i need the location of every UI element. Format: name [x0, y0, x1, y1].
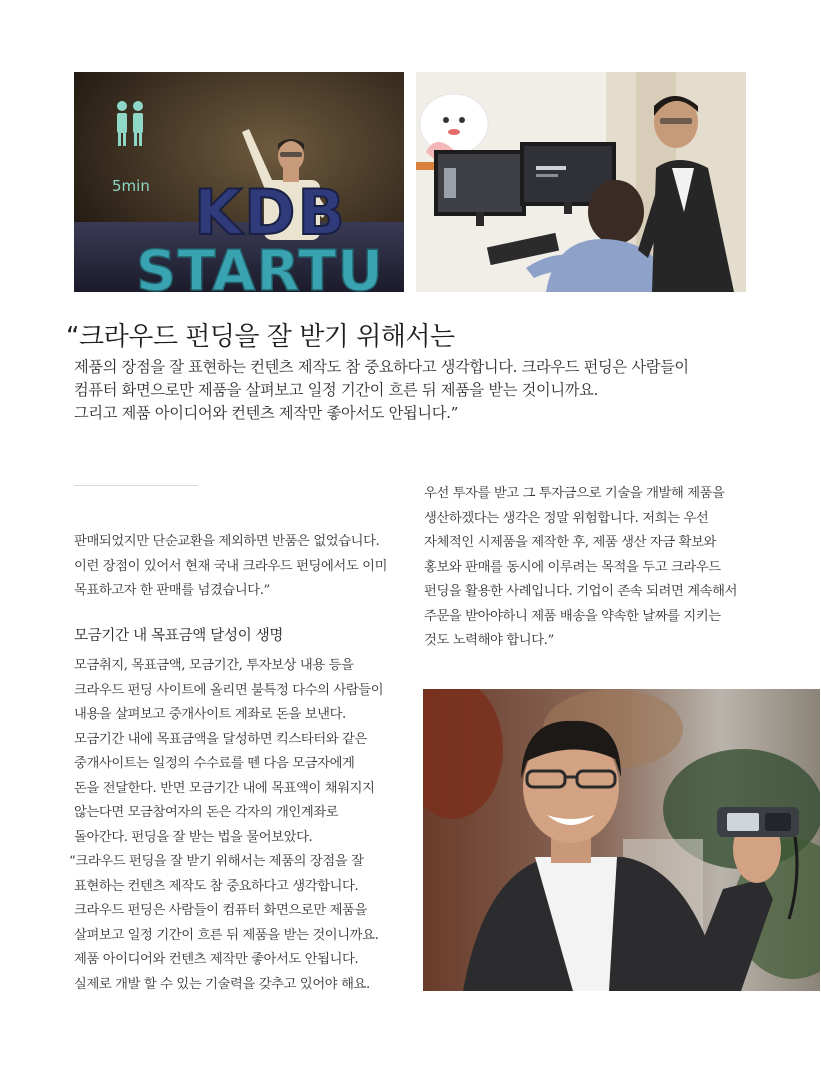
- paragraph-line: 펀딩을 활용한 사례입니다. 기업이 존속 되려면 계속해서: [424, 584, 738, 599]
- pull-quote-line: 제품의 장점을 잘 표현하는 컨텐츠 제작도 참 중요하다고 생각합니다. 크라우드 펀딩은 사람들이: [74, 358, 689, 376]
- section-subheading: 모금기간 내 목표금액 달성이 생명: [74, 628, 284, 644]
- portrait-photo: [423, 689, 820, 991]
- paragraph-line: 모금취지, 목표금액, 모금기간, 투자보상 내용 등을: [74, 658, 354, 673]
- quote-line: 크라우드 펀딩은 사람들이 컴퓨터 화면으로만 제품을: [74, 903, 367, 918]
- paragraph-line: 홍보와 판매를 동시에 이루려는 목적을 두고 크라우드: [424, 559, 721, 575]
- paragraph-line: 않는다면 모금참여자의 돈은 각자의 개인계좌로: [74, 805, 339, 820]
- paragraph-line: 내용을 살펴보고 중개사이트 계좌로 돈을 보낸다.: [74, 707, 346, 722]
- paragraph-line: 중개사이트는 일정의 수수료를 뗀 다음 모금자에게: [74, 756, 355, 771]
- paragraph-line: 생산하겠다는 생각은 정말 위험합니다. 저희는 우선: [424, 510, 709, 526]
- paragraph-line: 자체적인 시제품을 제작한 후, 제품 생산 자금 확보와: [424, 535, 716, 550]
- quote-line: “크라우드 펀딩을 잘 받기 위해서는 제품의 장점을 잘: [69, 854, 364, 869]
- left-column-body: [69, 654, 384, 997]
- section-divider: [74, 485, 198, 486]
- stage-photo: [74, 72, 404, 292]
- right-column-body: [424, 482, 737, 654]
- quote-line: 살펴보고 일정 기간이 흐른 뒤 제품을 받는 것이니까요.: [74, 927, 379, 943]
- paragraph-line: 이런 장점이 있어서 현재 국내 크라우드 펀딩에서도 이미: [74, 558, 388, 574]
- quote-line: 표현하는 컨텐츠 제작도 참 중요하다고 생각합니다.: [74, 878, 359, 894]
- pull-quote-title: “크라우드 펀딩을 잘 받기 위해서는: [66, 322, 455, 352]
- office-photo: [416, 72, 746, 292]
- pull-quote-body: [74, 356, 774, 425]
- screen-caption: 5min: [112, 177, 150, 195]
- quote-line: 제품 아이디어와 컨텐츠 제작만 좋아서도 안됩니다.: [74, 952, 359, 967]
- paragraph-line: 우선 투자를 받고 그 투자금으로 기술을 개발해 제품을: [424, 486, 725, 501]
- stage-sign-top: KDB: [194, 176, 347, 249]
- paragraph-line: 모금기간 내에 목표금액을 달성하면 킥스타터와 같은: [74, 731, 367, 747]
- paragraph-line: 것도 노력해야 합니다.”: [424, 633, 554, 648]
- paragraph-line: 크라우드 펀딩 사이트에 올리면 불특정 다수의 사람들이: [74, 682, 384, 698]
- monitor-left: [434, 150, 526, 226]
- pull-quote-line: 컴퓨터 화면으로만 제품을 살펴보고 일정 기간이 흐른 뒤 제품을 받는 것이니까요.: [74, 381, 599, 399]
- paragraph-line: 돌아간다. 펀딩을 잘 받는 법을 물어보았다.: [74, 829, 313, 845]
- pull-quote-line: 그리고 제품 아이디어와 컨텐츠 제작만 좋아서도 안됩니다.”: [74, 404, 459, 422]
- paragraph-line: 돈을 전달한다. 반면 모금기간 내에 목표액이 채워지지: [74, 780, 375, 796]
- stage-sign-bottom: STARTU: [136, 239, 384, 292]
- quote-line: 실제로 개발 할 수 있는 기술력을 갖추고 있어야 해요.: [74, 976, 370, 992]
- left-column-intro: [74, 530, 387, 604]
- paragraph-line: 목표하고자 한 판매를 넘겼습니다.”: [74, 583, 270, 598]
- paragraph-line: 주문을 받아야하니 제품 배송을 약속한 날짜를 지키는: [424, 608, 721, 624]
- paragraph-line: 판매되었지만 단순교환을 제외하면 반품은 없었습니다.: [74, 534, 380, 549]
